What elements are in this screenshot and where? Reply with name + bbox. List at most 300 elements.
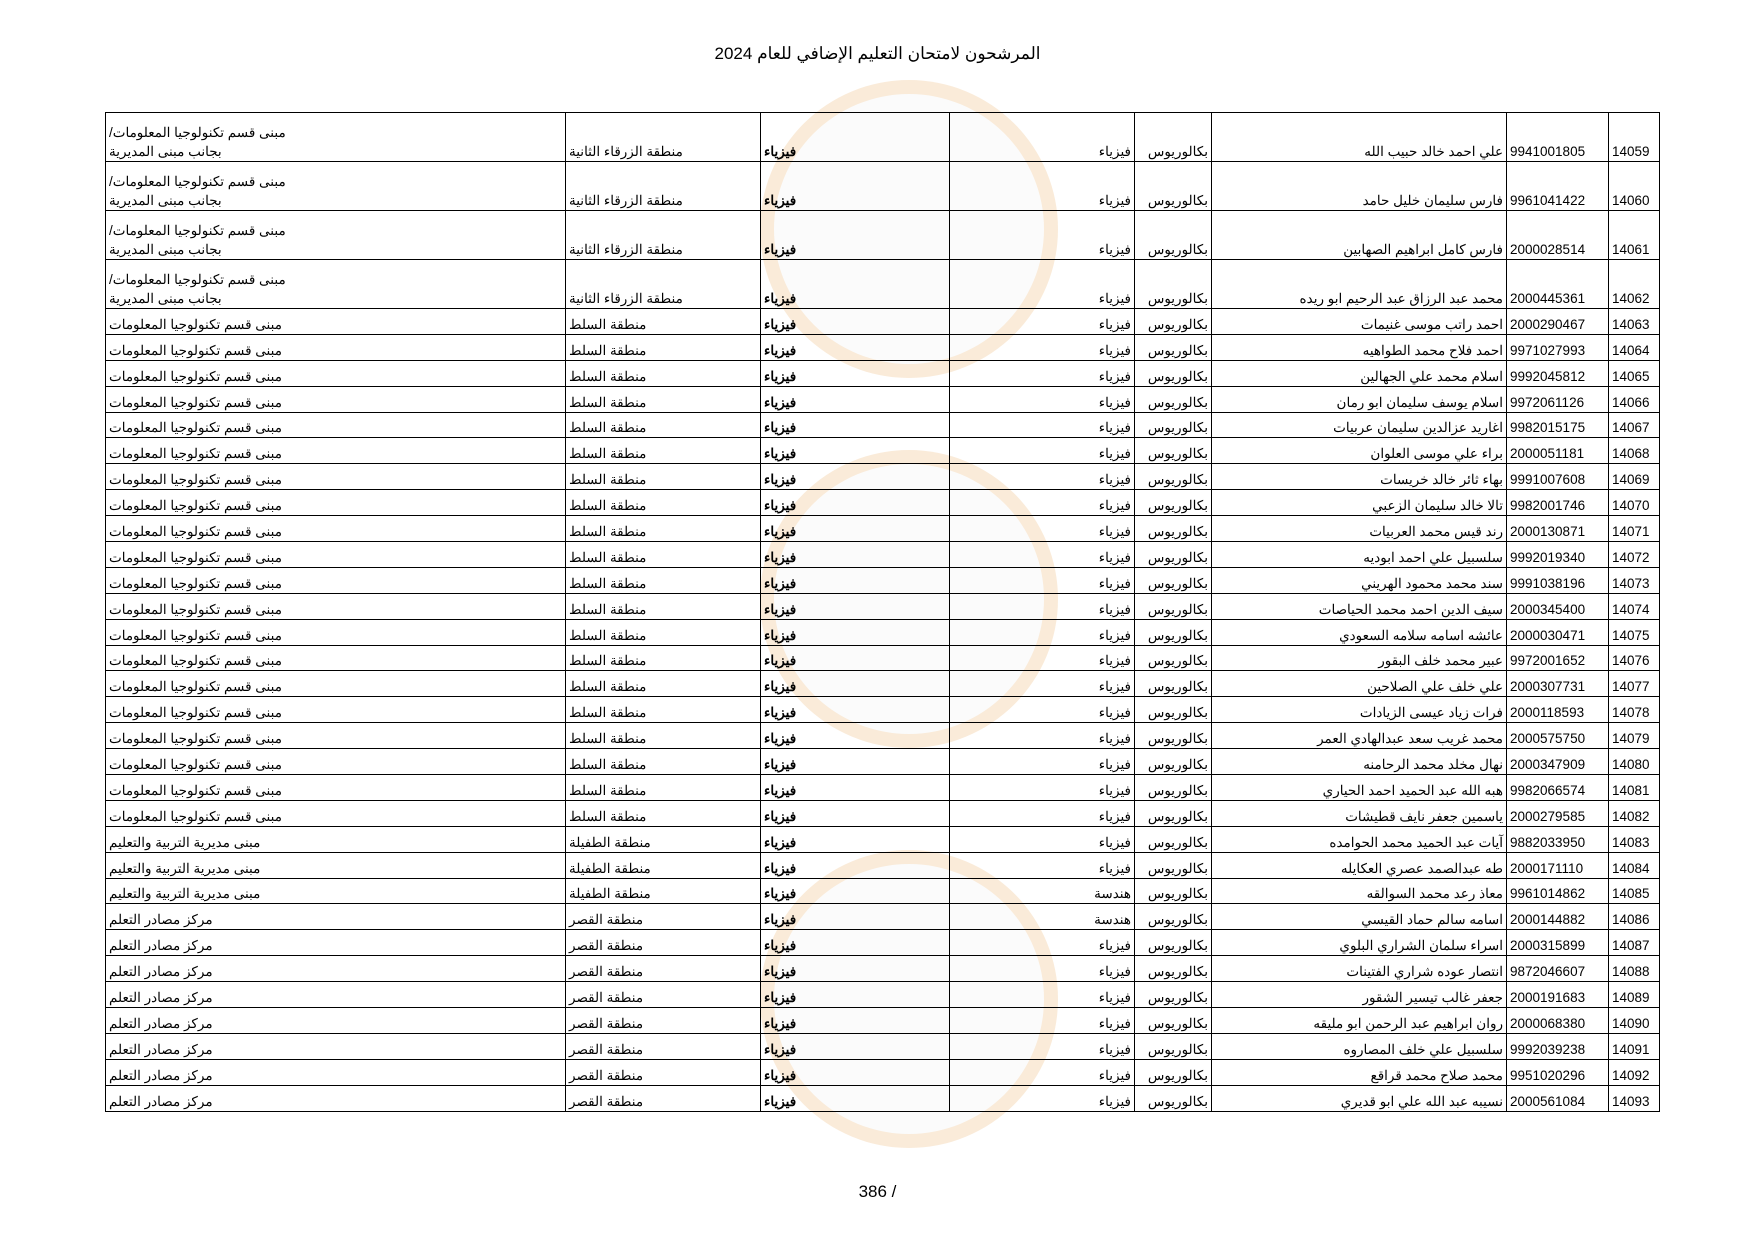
exam-location-cell: [106, 697, 566, 723]
degree-cell: بكالوريوس: [1135, 1085, 1212, 1111]
degree-cell: بكالوريوس: [1135, 956, 1212, 982]
exam-location-line: مبنى قسم تكنولوجيا المعلومات: [109, 342, 282, 358]
table-row: [106, 438, 1660, 464]
degree-cell: بكالوريوس: [1135, 113, 1212, 162]
exam-location-cell: [106, 309, 566, 335]
degree-cell: بكالوريوس: [1135, 542, 1212, 568]
seq-cell: 14077: [1609, 671, 1660, 697]
region-cell: منطقة القصر: [566, 1085, 761, 1111]
exam-location-line: مبنى قسم تكنولوجيا المعلومات: [109, 653, 282, 669]
name-cell: جعفر غالب تيسير الشقور: [1212, 982, 1507, 1008]
seq-cell: 14071: [1609, 516, 1660, 542]
name-cell: اسامه سالم حماد القيسي: [1212, 904, 1507, 930]
exam-location-cell: [106, 852, 566, 878]
specialization-cell: فيزياء: [950, 800, 1135, 826]
exam-location-cell: [106, 360, 566, 386]
specialization-cell: فيزياء: [950, 113, 1135, 162]
specialization-cell: فيزياء: [950, 211, 1135, 260]
region-cell: منطقة القصر: [566, 1008, 761, 1034]
table-row: [106, 1033, 1660, 1059]
subject-cell: فيزياء: [761, 309, 950, 335]
seq-cell: 14088: [1609, 956, 1660, 982]
degree-cell: بكالوريوس: [1135, 904, 1212, 930]
exam-location-cell: [106, 826, 566, 852]
specialization-cell: هندسة: [950, 878, 1135, 904]
specialization-cell: فيزياء: [950, 930, 1135, 956]
table-row: [106, 360, 1660, 386]
degree-cell: بكالوريوس: [1135, 1059, 1212, 1085]
subject-cell: فيزياء: [761, 412, 950, 438]
seq-cell: 14059: [1609, 113, 1660, 162]
specialization-cell: فيزياء: [950, 852, 1135, 878]
name-cell: رند قيس محمد العربيات: [1212, 516, 1507, 542]
region-cell: منطقة السلط: [566, 516, 761, 542]
table-row: [106, 1085, 1660, 1111]
exam-location-cell: [106, 334, 566, 360]
region-cell: منطقة القصر: [566, 956, 761, 982]
exam-location-cell: [106, 800, 566, 826]
table-row: [106, 930, 1660, 956]
exam-location-cell: [106, 775, 566, 801]
subject-cell: فيزياء: [761, 360, 950, 386]
exam-location-line: بجانب مبنى المديرية: [109, 193, 222, 208]
exam-location-line: مركز مصادر التعلم: [109, 912, 213, 928]
seq-cell: 14080: [1609, 749, 1660, 775]
degree-cell: بكالوريوس: [1135, 360, 1212, 386]
exam-location-cell: [106, 723, 566, 749]
table-row: [106, 982, 1660, 1008]
seq-cell: 14079: [1609, 723, 1660, 749]
table-row: [106, 412, 1660, 438]
exam-location-cell: [106, 671, 566, 697]
name-cell: فارس سليمان خليل حامد: [1212, 162, 1507, 211]
region-cell: منطقة القصر: [566, 904, 761, 930]
seq-cell: 14090: [1609, 1008, 1660, 1034]
name-cell: تالا خالد سليمان الزعبي: [1212, 490, 1507, 516]
table-row: [106, 878, 1660, 904]
national-id-cell: 9972061126: [1507, 386, 1609, 412]
subject-cell: فيزياء: [761, 334, 950, 360]
national-id-cell: 9882033950: [1507, 826, 1609, 852]
exam-location-cell: [106, 516, 566, 542]
specialization-cell: فيزياء: [950, 490, 1135, 516]
name-cell: طه عبدالصمد عصري العكايله: [1212, 852, 1507, 878]
national-id-cell: 2000030471: [1507, 619, 1609, 645]
region-cell: منطقة السلط: [566, 749, 761, 775]
national-id-cell: 2000575750: [1507, 723, 1609, 749]
subject-cell: فيزياء: [761, 1085, 950, 1111]
exam-location-cell: [106, 438, 566, 464]
exam-location-line: بجانب مبنى المديرية: [109, 242, 222, 257]
table-row: [106, 956, 1660, 982]
exam-location-line: مبنى قسم تكنولوجيا المعلومات/: [109, 223, 286, 238]
specialization-cell: هندسة: [950, 904, 1135, 930]
table-row: [106, 309, 1660, 335]
subject-cell: فيزياء: [761, 671, 950, 697]
national-id-cell: 2000345400: [1507, 593, 1609, 619]
region-cell: منطقة السلط: [566, 542, 761, 568]
national-id-cell: 2000144882: [1507, 904, 1609, 930]
national-id-cell: 2000307731: [1507, 671, 1609, 697]
exam-location-line: مبنى مديرية التربية والتعليم: [109, 834, 261, 850]
seq-cell: 14089: [1609, 982, 1660, 1008]
name-cell: سند محمد محمود الهريني: [1212, 567, 1507, 593]
region-cell: منطقة السلط: [566, 309, 761, 335]
national-id-cell: 9961041422: [1507, 162, 1609, 211]
subject-cell: فيزياء: [761, 542, 950, 568]
exam-location-line: مبنى قسم تكنولوجيا المعلومات: [109, 316, 282, 332]
exam-location-cell: [106, 490, 566, 516]
degree-cell: بكالوريوس: [1135, 386, 1212, 412]
seq-cell: 14075: [1609, 619, 1660, 645]
region-cell: منطقة السلط: [566, 593, 761, 619]
name-cell: عبير محمد خلف البقور: [1212, 645, 1507, 671]
degree-cell: بكالوريوس: [1135, 775, 1212, 801]
seq-cell: 14068: [1609, 438, 1660, 464]
table-row: [106, 826, 1660, 852]
table-row: [106, 542, 1660, 568]
subject-cell: فيزياء: [761, 956, 950, 982]
national-id-cell: 2000445361: [1507, 260, 1609, 309]
seq-cell: 14083: [1609, 826, 1660, 852]
national-id-cell: 2000290467: [1507, 309, 1609, 335]
table-row: [106, 386, 1660, 412]
seq-cell: 14092: [1609, 1059, 1660, 1085]
national-id-cell: 9982015175: [1507, 412, 1609, 438]
national-id-cell: 2000279585: [1507, 800, 1609, 826]
exam-location-line: مركز مصادر التعلم: [109, 1093, 213, 1109]
specialization-cell: فيزياء: [950, 826, 1135, 852]
degree-cell: بكالوريوس: [1135, 852, 1212, 878]
degree-cell: بكالوريوس: [1135, 490, 1212, 516]
exam-location-line: مركز مصادر التعلم: [109, 990, 213, 1006]
exam-location-line: مبنى قسم تكنولوجيا المعلومات: [109, 627, 282, 643]
name-cell: انتصار عوده شراري الفتينات: [1212, 956, 1507, 982]
national-id-cell: 9961014862: [1507, 878, 1609, 904]
degree-cell: بكالوريوس: [1135, 567, 1212, 593]
specialization-cell: فيزياء: [950, 671, 1135, 697]
region-cell: منطقة السلط: [566, 671, 761, 697]
specialization-cell: فيزياء: [950, 386, 1135, 412]
seq-cell: 14072: [1609, 542, 1660, 568]
region-cell: منطقة السلط: [566, 645, 761, 671]
exam-location-cell: [106, 542, 566, 568]
exam-location-line: مبنى مديرية التربية والتعليم: [109, 886, 261, 902]
national-id-cell: 2000191683: [1507, 982, 1609, 1008]
seq-cell: 14070: [1609, 490, 1660, 516]
subject-cell: فيزياء: [761, 1059, 950, 1085]
degree-cell: بكالوريوس: [1135, 982, 1212, 1008]
name-cell: اسلام محمد علي الجهالين: [1212, 360, 1507, 386]
degree-cell: بكالوريوس: [1135, 260, 1212, 309]
degree-cell: بكالوريوس: [1135, 697, 1212, 723]
name-cell: سلسبيل علي خلف المصاروه: [1212, 1033, 1507, 1059]
region-cell: منطقة الطفيلة: [566, 852, 761, 878]
exam-location-cell: [106, 593, 566, 619]
specialization-cell: فيزياء: [950, 1059, 1135, 1085]
name-cell: محمد عبد الرزاق عبد الرحيم ابو ريده: [1212, 260, 1507, 309]
region-cell: منطقة السلط: [566, 490, 761, 516]
exam-location-line: مبنى قسم تكنولوجيا المعلومات: [109, 549, 282, 565]
specialization-cell: فيزياء: [950, 516, 1135, 542]
name-cell: محمد صلاح محمد قراقع: [1212, 1059, 1507, 1085]
national-id-cell: 2000068380: [1507, 1008, 1609, 1034]
national-id-cell: 9951020296: [1507, 1059, 1609, 1085]
exam-location-line: مركز مصادر التعلم: [109, 964, 213, 980]
region-cell: منطقة السلط: [566, 723, 761, 749]
region-cell: منطقة الطفيلة: [566, 826, 761, 852]
region-cell: منطقة الزرقاء الثانية: [566, 211, 761, 260]
exam-location-line: مبنى قسم تكنولوجيا المعلومات: [109, 368, 282, 384]
table-row: [106, 113, 1660, 162]
exam-location-line: مبنى قسم تكنولوجيا المعلومات: [109, 446, 282, 462]
specialization-cell: فيزياء: [950, 542, 1135, 568]
table-row: [106, 1008, 1660, 1034]
exam-location-line: مبنى مديرية التربية والتعليم: [109, 860, 261, 876]
subject-cell: فيزياء: [761, 930, 950, 956]
degree-cell: بكالوريوس: [1135, 438, 1212, 464]
name-cell: اسلام يوسف سليمان ابو رمان: [1212, 386, 1507, 412]
national-id-cell: 2000051181: [1507, 438, 1609, 464]
subject-cell: فيزياء: [761, 800, 950, 826]
region-cell: منطقة القصر: [566, 930, 761, 956]
national-id-cell: 9992045812: [1507, 360, 1609, 386]
seq-cell: 14081: [1609, 775, 1660, 801]
name-cell: فرات زياد عيسى الزيادات: [1212, 697, 1507, 723]
seq-cell: 14062: [1609, 260, 1660, 309]
table-row: [106, 516, 1660, 542]
table-row: [106, 800, 1660, 826]
degree-cell: بكالوريوس: [1135, 800, 1212, 826]
specialization-cell: فيزياء: [950, 412, 1135, 438]
table-row: [106, 671, 1660, 697]
name-cell: احمد راتب موسى غنيمات: [1212, 309, 1507, 335]
exam-location-line: مبنى قسم تكنولوجيا المعلومات: [109, 757, 282, 773]
degree-cell: بكالوريوس: [1135, 211, 1212, 260]
name-cell: روان ابراهيم عبد الرحمن ابو مليقه: [1212, 1008, 1507, 1034]
subject-cell: فيزياء: [761, 723, 950, 749]
table-row: [106, 593, 1660, 619]
seq-cell: 14064: [1609, 334, 1660, 360]
degree-cell: بكالوريوس: [1135, 1033, 1212, 1059]
degree-cell: بكالوريوس: [1135, 412, 1212, 438]
degree-cell: بكالوريوس: [1135, 878, 1212, 904]
exam-location-line: مبنى قسم تكنولوجيا المعلومات: [109, 524, 282, 540]
subject-cell: فيزياء: [761, 904, 950, 930]
exam-location-line: مبنى قسم تكنولوجيا المعلومات: [109, 472, 282, 488]
degree-cell: بكالوريوس: [1135, 593, 1212, 619]
region-cell: منطقة الزرقاء الثانية: [566, 162, 761, 211]
table-row: [106, 162, 1660, 211]
specialization-cell: فيزياء: [950, 956, 1135, 982]
seq-cell: 14091: [1609, 1033, 1660, 1059]
exam-location-line: مبنى قسم تكنولوجيا المعلومات/: [109, 272, 286, 287]
national-id-cell: 2000171110: [1507, 852, 1609, 878]
seq-cell: 14087: [1609, 930, 1660, 956]
region-cell: منطقة القصر: [566, 1033, 761, 1059]
table-row: [106, 567, 1660, 593]
table-row: [106, 904, 1660, 930]
subject-cell: فيزياء: [761, 852, 950, 878]
seq-cell: 14063: [1609, 309, 1660, 335]
name-cell: محمد غريب سعد عبدالهادي العمر: [1212, 723, 1507, 749]
name-cell: احمد فلاح محمد الطواهيه: [1212, 334, 1507, 360]
national-id-cell: 9872046607: [1507, 956, 1609, 982]
subject-cell: فيزياء: [761, 516, 950, 542]
table-row: [106, 619, 1660, 645]
subject-cell: فيزياء: [761, 697, 950, 723]
seq-cell: 14060: [1609, 162, 1660, 211]
table-row: [106, 749, 1660, 775]
table-row: [106, 775, 1660, 801]
exam-location-line: مبنى قسم تكنولوجيا المعلومات/: [109, 125, 286, 140]
degree-cell: بكالوريوس: [1135, 826, 1212, 852]
exam-location-cell: [106, 982, 566, 1008]
specialization-cell: فيزياء: [950, 360, 1135, 386]
region-cell: منطقة الزرقاء الثانية: [566, 113, 761, 162]
region-cell: منطقة السلط: [566, 386, 761, 412]
subject-cell: فيزياء: [761, 982, 950, 1008]
exam-location-cell: [106, 162, 566, 211]
subject-cell: فيزياء: [761, 593, 950, 619]
table-row: [106, 1059, 1660, 1085]
region-cell: منطقة القصر: [566, 1059, 761, 1085]
region-cell: منطقة القصر: [566, 982, 761, 1008]
subject-cell: فيزياء: [761, 490, 950, 516]
exam-location-cell: [106, 1008, 566, 1034]
national-id-cell: 2000118593: [1507, 697, 1609, 723]
table-row: [106, 490, 1660, 516]
exam-location-cell: [106, 645, 566, 671]
exam-location-line: مبنى قسم تكنولوجيا المعلومات: [109, 705, 282, 721]
table-row: [106, 852, 1660, 878]
specialization-cell: فيزياء: [950, 723, 1135, 749]
seq-cell: 14082: [1609, 800, 1660, 826]
degree-cell: بكالوريوس: [1135, 309, 1212, 335]
name-cell: نسيبه عبد الله علي ابو قديري: [1212, 1085, 1507, 1111]
page-number: 386 /: [858, 1182, 897, 1201]
page-title: المرشحون لامتحان التعليم الإضافي للعام 2024: [714, 44, 1041, 63]
exam-location-cell: [106, 567, 566, 593]
specialization-cell: فيزياء: [950, 309, 1135, 335]
seq-cell: 14065: [1609, 360, 1660, 386]
national-id-cell: 9971027993: [1507, 334, 1609, 360]
seq-cell: 14066: [1609, 386, 1660, 412]
national-id-cell: 9972001652: [1507, 645, 1609, 671]
exam-location-line: مبنى قسم تكنولوجيا المعلومات: [109, 575, 282, 591]
exam-location-cell: [106, 878, 566, 904]
exam-location-line: مركز مصادر التعلم: [109, 1041, 213, 1057]
name-cell: سلسبيل علي احمد ابوديه: [1212, 542, 1507, 568]
specialization-cell: فيزياء: [950, 775, 1135, 801]
national-id-cell: 2000561084: [1507, 1085, 1609, 1111]
exam-location-cell: [106, 386, 566, 412]
name-cell: براء علي موسى العلوان: [1212, 438, 1507, 464]
seq-cell: 14067: [1609, 412, 1660, 438]
specialization-cell: فيزياء: [950, 749, 1135, 775]
subject-cell: فيزياء: [761, 567, 950, 593]
name-cell: عائشه اسامه سلامه السعودي: [1212, 619, 1507, 645]
seq-cell: 14073: [1609, 567, 1660, 593]
specialization-cell: فيزياء: [950, 982, 1135, 1008]
region-cell: منطقة السلط: [566, 464, 761, 490]
exam-location-cell: [106, 113, 566, 162]
name-cell: آيات عبد الحميد محمد الحوامده: [1212, 826, 1507, 852]
seq-cell: 14069: [1609, 464, 1660, 490]
exam-location-line: مبنى قسم تكنولوجيا المعلومات/: [109, 174, 286, 189]
candidates-table: [105, 112, 1660, 1112]
specialization-cell: فيزياء: [950, 567, 1135, 593]
subject-cell: فيزياء: [761, 438, 950, 464]
name-cell: علي احمد خالد حبيب الله: [1212, 113, 1507, 162]
subject-cell: فيزياء: [761, 826, 950, 852]
specialization-cell: فيزياء: [950, 697, 1135, 723]
exam-location-line: مبنى قسم تكنولوجيا المعلومات: [109, 679, 282, 695]
name-cell: اسراء سلمان الشراري البلوي: [1212, 930, 1507, 956]
exam-location-line: مركز مصادر التعلم: [109, 938, 213, 954]
subject-cell: فيزياء: [761, 749, 950, 775]
exam-location-line: بجانب مبنى المديرية: [109, 144, 222, 159]
degree-cell: بكالوريوس: [1135, 162, 1212, 211]
exam-location-line: مبنى قسم تكنولوجيا المعلومات: [109, 601, 282, 617]
seq-cell: 14085: [1609, 878, 1660, 904]
table-row: [106, 645, 1660, 671]
exam-location-line: مركز مصادر التعلم: [109, 1015, 213, 1031]
exam-location-line: مبنى قسم تكنولوجيا المعلومات: [109, 498, 282, 514]
table-row: [106, 334, 1660, 360]
exam-location-cell: [106, 211, 566, 260]
subject-cell: فيزياء: [761, 464, 950, 490]
exam-location-cell: [106, 412, 566, 438]
degree-cell: بكالوريوس: [1135, 723, 1212, 749]
specialization-cell: فيزياء: [950, 260, 1135, 309]
table-row: [106, 723, 1660, 749]
name-cell: سيف الدين احمد محمد الحياصات: [1212, 593, 1507, 619]
specialization-cell: فيزياء: [950, 162, 1135, 211]
subject-cell: فيزياء: [761, 878, 950, 904]
national-id-cell: 2000028514: [1507, 211, 1609, 260]
region-cell: منطقة السلط: [566, 334, 761, 360]
specialization-cell: فيزياء: [950, 334, 1135, 360]
degree-cell: بكالوريوس: [1135, 671, 1212, 697]
name-cell: معاذ رعد محمد السوالقه: [1212, 878, 1507, 904]
region-cell: منطقة السلط: [566, 360, 761, 386]
region-cell: منطقة الزرقاء الثانية: [566, 260, 761, 309]
exam-location-line: مبنى قسم تكنولوجيا المعلومات: [109, 808, 282, 824]
exam-location-cell: [106, 904, 566, 930]
exam-location-line: مركز مصادر التعلم: [109, 1067, 213, 1083]
exam-location-line: بجانب مبنى المديرية: [109, 291, 222, 306]
national-id-cell: 2000347909: [1507, 749, 1609, 775]
seq-cell: 14078: [1609, 697, 1660, 723]
national-id-cell: 2000315899: [1507, 930, 1609, 956]
exam-location-cell: [106, 749, 566, 775]
exam-location-line: مبنى قسم تكنولوجيا المعلومات: [109, 420, 282, 436]
national-id-cell: 9991007608: [1507, 464, 1609, 490]
exam-location-line: مبنى قسم تكنولوجيا المعلومات: [109, 394, 282, 410]
subject-cell: فيزياء: [761, 645, 950, 671]
name-cell: نهال مخلد محمد الرحامنه: [1212, 749, 1507, 775]
table-row: [106, 464, 1660, 490]
national-id-cell: 9992039238: [1507, 1033, 1609, 1059]
specialization-cell: فيزياء: [950, 1033, 1135, 1059]
national-id-cell: 9992019340: [1507, 542, 1609, 568]
name-cell: فارس كامل ابراهيم الصهابين: [1212, 211, 1507, 260]
degree-cell: بكالوريوس: [1135, 1008, 1212, 1034]
subject-cell: فيزياء: [761, 211, 950, 260]
exam-location-cell: [106, 260, 566, 309]
table-row: [106, 697, 1660, 723]
